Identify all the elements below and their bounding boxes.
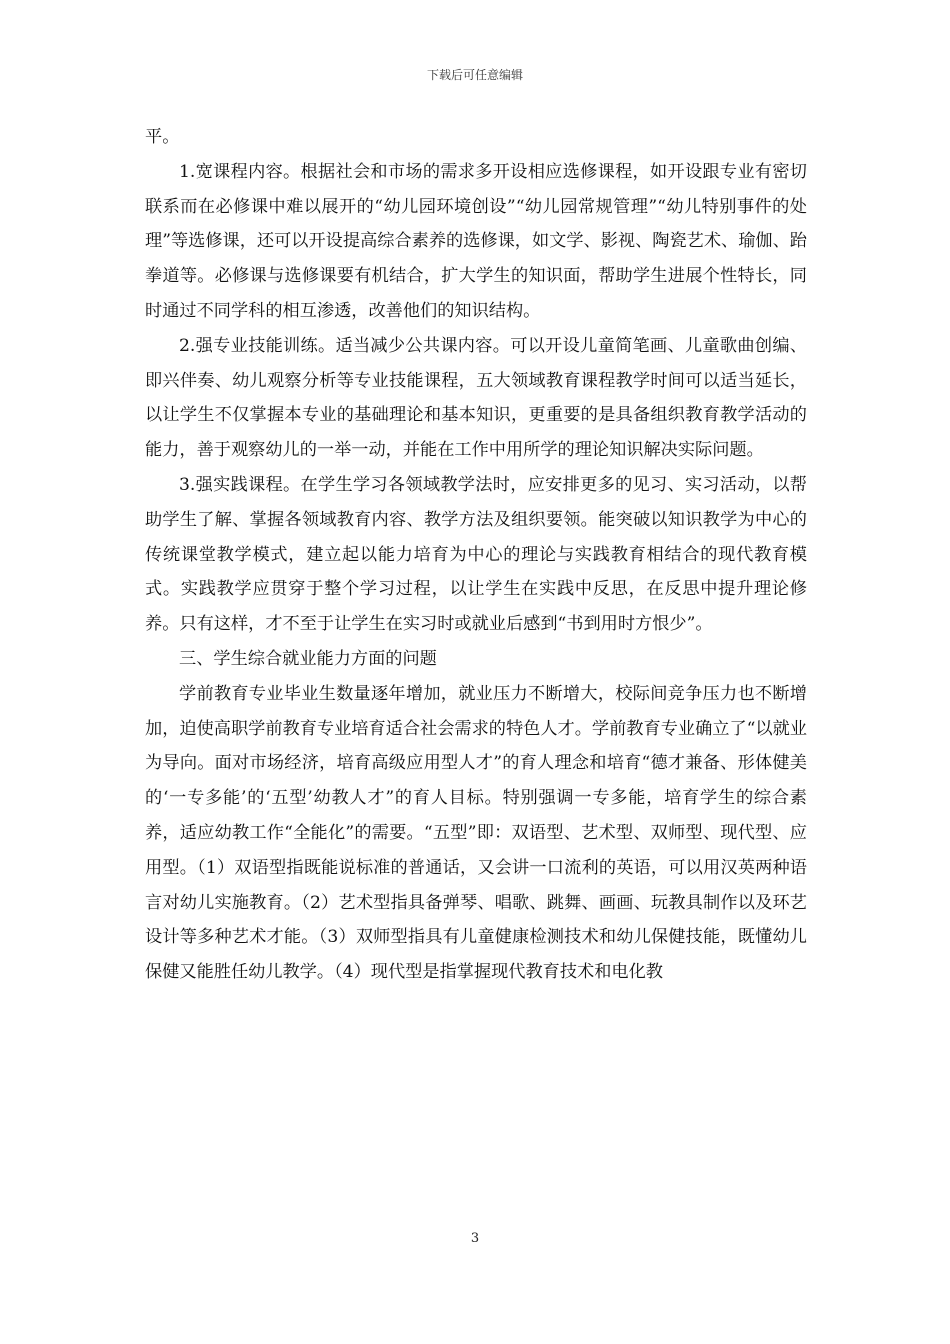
document-body [145, 120, 807, 990]
paragraph-skill-training: 2.强专业技能训练。适当减少公共课内容。可以开设儿童简笔画、儿童歌曲创编、即兴伴奏、幼儿观察分析等专业技能课程，五大领域教育课程教学时间可以适当延长，以让学生不仅掌握本专业的基础理论和基本知识，更重要的是具备组织教育教学活动的能力，善于观察幼儿的一举一动，并能在工作中用所学的理论知识解决实际问题。 [145, 335, 807, 461]
paragraph-employment: 学前教育专业毕业生数量逐年增加，就业压力不断增大，校际间竞争压力也不断增加，迫使高职学前教育专业培育适合社会需求的特色人才。学前教育专业确立了“以就业为导向。面对市场经济，培育高级应用型人才”的育人理念和培育“德才兼备、形体健美的‘一专多能’的‘五型’幼教人才”的育人目标。特别强调一专多能，培育学生的综合素养，适应幼教工作“全能化”的需要。“五型”即：双语型、艺术型、双师型、现代型、应用型。（1）双语型指既能说标准的普通话，又会讲一口流利的英语，可以用汉英两种语言对幼儿实施教育。（2）艺术型指具备弹琴、唱歌、跳舞、画画、玩教具制作以及环艺设计等多种艺术才能。（3）双师型指具有儿童健康检测技术和幼儿保健技能，既懂幼儿保健又能胜任幼儿教学。（4）现代型是指掌握现代教育技术和电化教 [145, 683, 807, 983]
paragraph-continuation: 平。 [145, 127, 180, 147]
page-number: 3 [470, 1231, 480, 1246]
paragraph-course-content: 1.宽课程内容。根据社会和市场的需求多开设相应选修课程，如开设跟专业有密切联系而在必修课中难以展开的“幼儿园环境创设”“幼儿园常规管理”“幼儿特别事件的处理”等选修课，还可以开设提高综合素养的选修课，如文学、影视、陶瓷艺术、瑜伽、跆拳道等。必修课与选修课要有机结合，扩大学生的知识面，帮助学生进展个性特长，同时通过不同学科的相互渗透，改善他们的知识结构。 [145, 161, 807, 321]
section-heading: 三、学生综合就业能力方面的问题 [179, 648, 437, 669]
page-header: 下载后可任意编辑 [426, 68, 523, 82]
paragraph-practice-course: 3.强实践课程。在学生学习各领域教学法时，应安排更多的见习、实习活动，以帮助学生了解、掌握各领域教育内容、教学方法及组织要领。能突破以知识教学为中心的传统课堂教学模式，建立起以能力培育为中心的理论与实践教育相结合的现代教育模式。实践教学应贯穿于整个学习过程，以让学生在实践中反思，在反思中提升理论修养。只有这样，才不至于让学生在实习时或就业后感到“书到用时方恨少”。 [145, 474, 807, 635]
